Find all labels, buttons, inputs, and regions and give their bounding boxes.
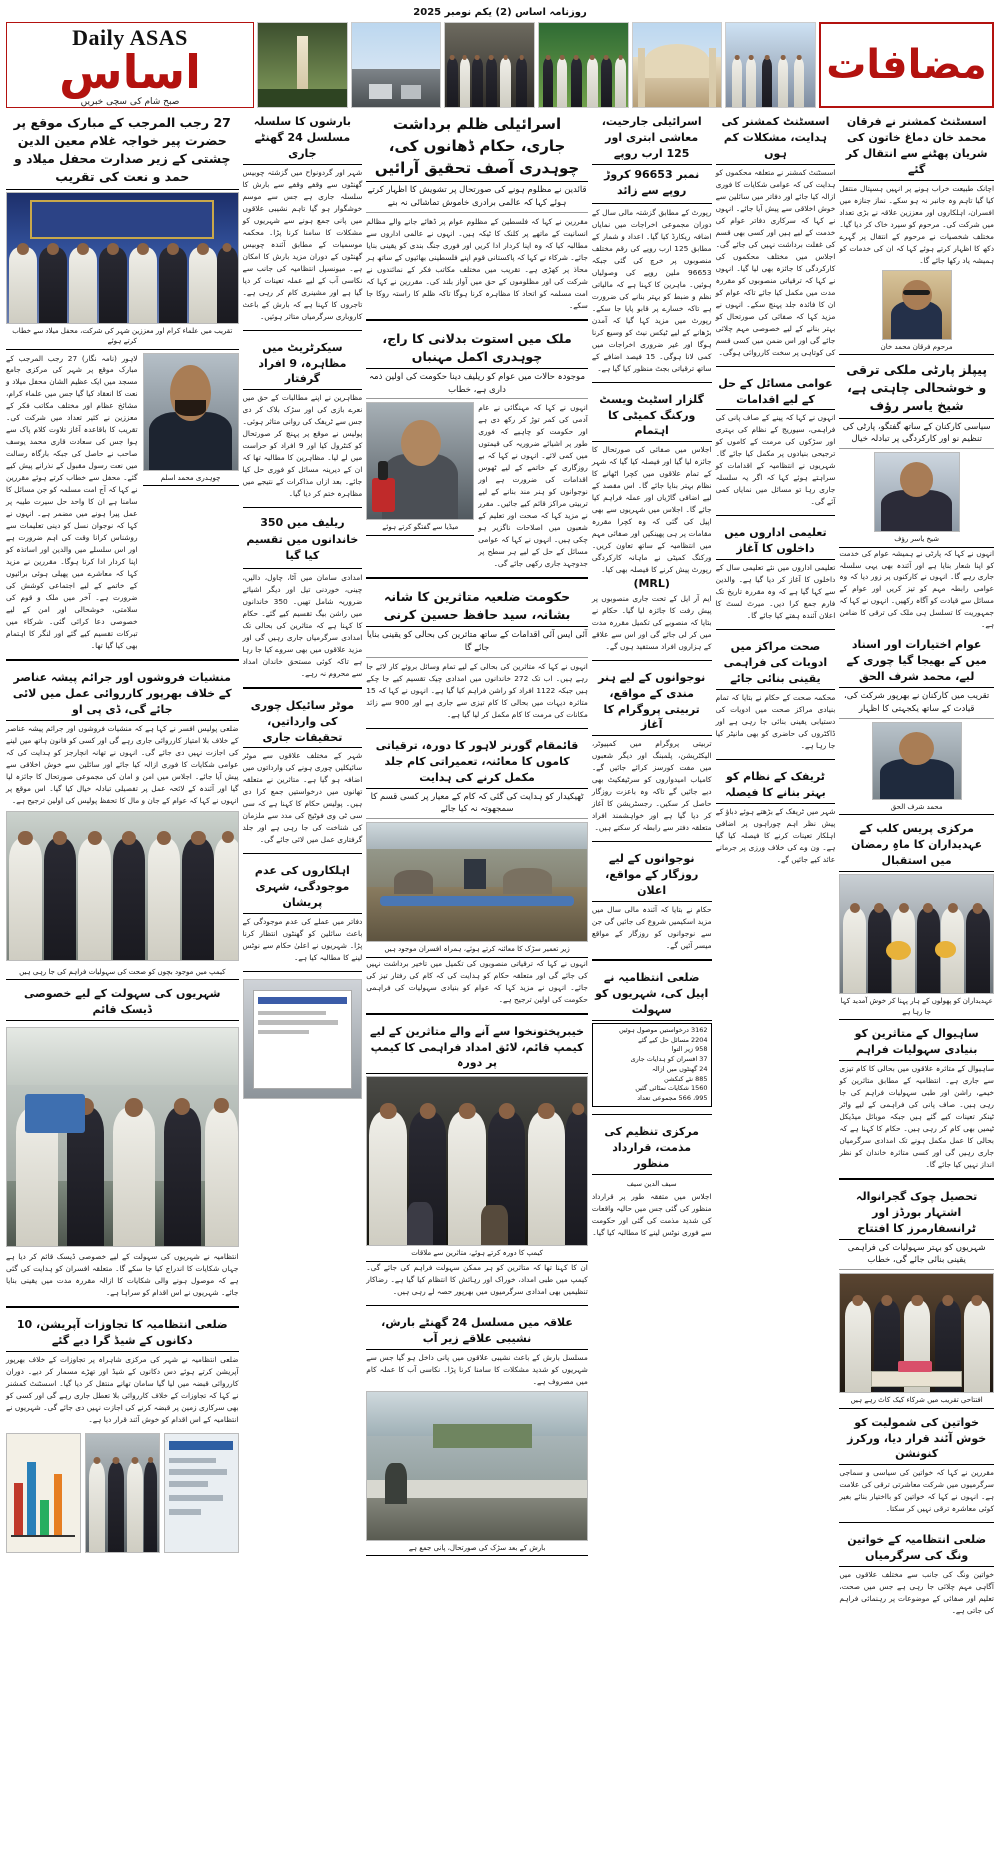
headline: تعلیمی اداروں میں داخلوں کا آغاز [716, 523, 836, 560]
article-body: رپورٹ کے مطابق گزشتہ مالی سال کے دوران مجموعی اخراجات میں نمایاں اضافہ ریکارڈ کیا گیا۔ اعداد و شمار کے مطابق 125 ارب روپے کی رقم مختلف منصوبوں پر خرچ کی گئی جبکہ 96653 ملین روپے کی وصولیاں ہوئیں۔ ماہرین کا کہنا ہے کہ مالیاتی نظم و ضبط کو بہتر بنانے کی ضرورت ہے تاکہ خسارے پر قابو پایا جا سکے۔ رپورٹ میں مزید کہا گیا کہ آمدن بڑھانے کے لیے ٹیکس نیٹ کو وسیع کرنا ہوگا اور غیر ضروری اخراجات میں کمی لانا ہوگی۔ 15 فیصد اضافے کے ساتھ ترقیاتی بجٹ منظور کیا گیا ہے۔ [591, 207, 712, 373]
headline: 27 رجب المرجب کے مبارک موقع پر حضرت پیر خواجہ غلام معین الدین چشتی کے زیر صدارت محفل میلاد و حمد و نعت کی تقریب [6, 112, 239, 190]
subheadline: آئی ایس آئی اقدامات کے ساتھ متاثرین کی بحالی کو یقینی بنایا جائے گا [366, 629, 588, 658]
photo-officials-visit [6, 811, 239, 961]
article-women-participation [839, 1413, 994, 1516]
photo-press-club-welcome [839, 874, 994, 994]
headline: خواتین کی شمولیت کو خوش آئند قرار دیا، ورکرز کنونشن [839, 1413, 994, 1466]
photo-minar [257, 22, 348, 108]
subheadline: سیاسی کارکنان کے ساتھ گفتگو، پارٹی کی تنظیم نو اور کارکردگی پر تبادلہ خیال [839, 421, 994, 450]
photo-caption: عہدیداران کو پھولوں کے ہار پہنا کر خوش آمدید کہا جا رہا ہے [839, 994, 994, 1020]
photo-mosque-building [632, 22, 723, 108]
photo-medical-camp [6, 1027, 239, 1247]
headline: پیپلز پارٹی ملکی ترقی و خوشحالی چاہتی ہے، شیخ یاسر رؤف [839, 359, 994, 418]
photo-document-screen [164, 1433, 239, 1553]
article-body: انہوں نے کہا کہ ترقیاتی منصوبوں کی تکمیل میں تاخیر برداشت نہیں کی جائے گی اور متعلقہ حکام کو ہدایت کی کہ کام کی رفتار تیز کی جائے۔ انہوں نے مزید کہا کہ عوام کو بنیادی سہولیات کی فراہمی حکومت کی اولین ترجیح ہے۔ [366, 958, 588, 1004]
article-body: شہر میں ٹریفک کے بڑھتے ہوئے دباؤ کے پیش نظر اہم چوراہوں پر اضافی اہلکار تعینات کرنے کا فیصلہ کیا گیا ہے۔ ون وے کی خلاف ورزی پر جرمانے عائد کیے جائیں گے۔ [715, 806, 836, 864]
masthead-urdu-title: اساس [59, 45, 201, 99]
photo-rain-road [366, 1391, 588, 1541]
page-body [6, 112, 994, 1847]
stat-item: 958 زیر التوا [671, 1045, 708, 1054]
article-body: انہوں نے کہا کہ مہنگائی نے عام آدمی کی کمر توڑ کر رکھ دی ہے اور حکومت کو چاہیے کہ فوری طور پر اشیائے ضروریہ کی قیمتوں میں کمی لائے۔ انہوں نے کہا کہ بے روزگاری کے خاتمے کے لیے ٹھوس اقدامات کی ضرورت ہے اور نوجوانوں کو ہنر مند بنانے کے لیے تربیتی مراکز قائم کیے جائیں۔ مقرر نے مزید کہا کہ صحت اور تعلیم کے شعبوں میں اصلاحات ناگزیر ہو چکی ہیں۔ انہوں نے کہا کہ عوامی مسائل کے حل کے لیے ہر سطح پر جدوجہد جاری رکھی جائے گی۔ [478, 403, 588, 569]
photo-rally-green [538, 22, 629, 108]
stat-item: 995، 566 مجموعی تعداد [637, 1094, 708, 1103]
article-health-centers [716, 637, 836, 752]
article-body: مقررین نے کہا کہ خواتین کی سیاسی و سماجی سرگرمیوں میں شرکت معاشرتی ترقی کی علامت ہے۔ انہوں نے کہا کہ خواتین کو بااختیار بنائے بغیر کوئی معاشرہ ترقی نہیں کر سکتا۔ [839, 1468, 994, 1514]
article-secretariat-protest [243, 338, 363, 501]
article-flood-victims [366, 586, 588, 721]
photo-misc-bottom [243, 979, 363, 1099]
headline: خیبرپختونخوا سے آنے والے متاثرین کے لیے کیمپ قائم، لائق امداد فراہمی کا کیمپ پر دورہ [366, 1022, 588, 1075]
headline: اسرائیلی جارحیت، معاشی ابتری اور 125 ارب روپے [592, 112, 712, 165]
column-lead [6, 112, 239, 1847]
stat-item: 1560 شکایات نمٹائی گئیں [635, 1084, 708, 1093]
mrl-label: (MRL) [633, 577, 670, 591]
photo-cake-cutting [839, 1273, 994, 1393]
headline: اسرائیلی ظلم برداشت جاری، حکام ڈھانوں کی، چوہدری آصف تحقیق آرائیں [366, 112, 588, 182]
article-women-wing [839, 1530, 994, 1617]
article-economy-figures [592, 112, 712, 375]
article-sahiwal-facilities [839, 1024, 994, 1171]
article-skills-training [592, 668, 712, 835]
section-title-text: مضافات [826, 42, 987, 88]
headline: ٹریفک کے نظام کو بہتر بنانے کا فیصلہ [716, 767, 836, 804]
column-d [592, 112, 712, 1847]
photo-city-road [351, 22, 442, 108]
headline: گلزار اسٹیٹ ویسٹ ورکنگ کمیٹی کا اہتمام [592, 390, 712, 443]
portrait-caption: چوہدری محمد اسلم [143, 471, 239, 487]
subheadline: شہریوں کو بہتر سہولیات کی فراہمی یقینی بنائی جائے گی، خطاب [839, 1242, 994, 1271]
article-gujranwala-inauguration [839, 1187, 994, 1409]
article-staff-absence [243, 861, 363, 964]
portrait-sharaf [872, 722, 962, 800]
headline: عوام اختیارات اور اسناد میں کے بھیجا گیا چوری کے لیے، محمد شرف الحق [839, 635, 994, 688]
photo-caption: افتتاحی تقریب میں شرکاء کیک کاٹ رہے ہیں [839, 1393, 994, 1409]
photo-camp-visit [366, 1076, 588, 1246]
article-body: اجلاس میں صفائی کی صورتحال کا جائزہ لیا گیا اور فیصلہ کیا گیا کہ شہر کے تمام علاقوں میں کچرا اٹھانے کا نظام بہتر بنایا جائے گا۔ اس مقصد کے لیے اضافی گاڑیاں اور عملہ فراہم کیا جائے گا۔ اجلاس میں شہریوں سے بھی اپیل کی گئی کہ وہ کچرا مقررہ مقامات پر ہی پھینکیں اور صفائی مہم میں انتظامیہ کے ساتھ تعاون کریں۔ ورکنگ کمیٹی نے ماہانہ کارکردگی رپورٹ پیش کرنے کا فیصلہ بھی کیا۔ [591, 445, 712, 575]
stat-item: 885 نئے کنکشن [664, 1074, 708, 1083]
article-body: اجلاس میں متفقہ طور پر قرارداد منظور کی گئی جس میں حالیہ واقعات کی شدید مذمت کی گئی اور حکومت سے فوری نوٹس لینے کا مطالبہ کیا گیا۔ [591, 1192, 712, 1238]
article-body: شہر کے مختلف علاقوں سے موٹر سائیکلیں چوری ہونے کی وارداتوں میں اضافہ ہو گیا ہے۔ متاثرین نے متعلقہ تھانوں میں درخواستیں جمع کرا دی ہیں۔ پولیس حکام کا کہنا ہے کہ سی سی ٹی وی فوٹیج کی مدد سے ملزمان کی شناخت کی جا رہی ہے اور جلد گرفتاری عمل میں لائی جائے گی۔ [242, 751, 363, 845]
article-body: محکمہ صحت کے حکام نے بتایا کہ تمام بنیادی مراکز صحت میں ادویات کی دستیابی یقینی بنائی جا رہی ہے اور ڈاکٹروں کی حاضری کو بھی مانیٹر کیا جا رہا ہے۔ [715, 692, 836, 750]
article-body: ضلعی پولیس افسر نے کہا ہے کہ منشیات فروشوں اور جرائم پیشہ عناصر کے خلاف بلا امتیاز کارروائی جاری رہے گی اور کسی کو قانون ہاتھ میں لینے کی اجازت نہیں دی جائے گی۔ انہوں نے تھانہ انچارجز کو ہدایت کی کہ عوامی شکایات کا فوری ازالہ کیا جائے اور سائلین سے خوش اخلاقی سے پیش آیا جائے۔ اجلاس میں امن و امان کی مجموعی صورتحال کا جائزہ لیا گیا اور آئندہ کے لائحہ عمل پر تفصیلی تبادلہ خیال کیا گیا۔ اس موقع پر انہوں نے کہا کہ عوام کے جان و مال کا تحفظ پولیس کی اولین ترجیح ہے۔ [6, 723, 239, 805]
article-encroachment-operation [6, 1315, 239, 1426]
portrait-ch-aslam [143, 353, 239, 471]
article-assistant-commissioner [839, 112, 994, 355]
masthead-tagline: صبح شام کی سچی خبریں [80, 97, 180, 107]
article-press-club [839, 819, 994, 1020]
stat-item: 2204 مسائل حل کیے گئے [638, 1035, 708, 1044]
photo-caption: تقریب میں علماء کرام اور معززین شہر کی شرکت، محفل میلاد سے خطاب کرتے ہوئے [6, 324, 239, 350]
headline: تحصیل چوک گجرانوالہ اشتہار بورڈز اور ٹرانسفارمرز کا افتتاح [839, 1187, 994, 1240]
photo-road-construction [366, 822, 588, 942]
masthead-photo-strip [257, 22, 816, 108]
column-e [716, 112, 836, 1847]
masthead [6, 22, 994, 108]
article-body: لاہور (نامہ نگار) 27 رجب المرجب کے مبارک موقع پر شہر کی مرکزی جامع مسجد میں ایک عظیم الشان محفل میلاد و نعت کا انعقاد کیا گیا جس میں علماء کرام، مشائخ عظام اور مختلف مکاتب فکر کے معززین نے کثیر تعداد میں شرکت کی۔ تقریب کا باقاعدہ آغاز تلاوت کلام پاک سے ہوا جس کی سعادت قاری محمد یوسف صاحب نے حاصل کی جبکہ بارگاہ رسالت میں نعت رسول مقبول کے نذرانے پیش کیے گئے۔ محفل سے خطاب کرتے ہوئے مقررین نے کہا کہ آج امت مسلمہ کو جن مسائل کا سامنا ہے ان کا واحد حل سیرت طیبہ پر عمل پیرا ہونے میں مضمر ہے۔ انہوں نے کہا کہ نوجوان نسل کو دینی تعلیمات سے روشناس کرانا وقت کی اہم ضرورت ہے اور اس سلسلے میں والدین اور اساتذہ کو اپنا کردار ادا کرنا ہوگا۔ مقررین نے مزید کہا کہ معاشرے میں پھیلی ہوئی برائیوں کے خاتمے کے لیے اجتماعی کوشش کی ضرورت ہے۔ آخر میں ملک و قوم کی سلامتی، خوشحالی اور امن کے لیے خصوصی دعا کرائی گئی۔ شرکاء میں تبرکات تقسیم کیے گئے اور لنگر کا اہتمام بھی کیا گیا تھا۔ [6, 353, 138, 651]
article-sharaf-ul-haq [839, 635, 994, 815]
article-body: دفاتر میں عملے کی عدم موجودگی کے باعث سائلین کو گھنٹوں انتظار کرنا پڑا۔ شہریوں نے اعلیٰ حکام سے نوٹس لینے کا مطالبہ کیا ہے۔ [242, 917, 363, 963]
article-body: اسسٹنٹ کمشنر نے متعلقہ محکموں کو ہدایت کی کہ عوامی شکایات کا فوری ازالہ کیا جائے اور دفاتر میں سائلین سے خوش اخلاقی سے پیش آیا جائے۔ انہوں نے کہا کہ سرکاری دفاتر عوام کی خدمت کے لیے ہیں اور کسی بھی قسم کی غفلت برداشت نہیں کی جائے گی۔ اجلاس میں مختلف محکموں کی کارکردگی کا جائزہ بھی لیا گیا۔ انہوں نے کہا کہ ترقیاتی منصوبوں کو مقررہ مدت میں مکمل کیا جائے تاکہ عوام کو ان کا فائدہ جلد پہنچ سکے۔ انہوں نے مزید کہا کہ صفائی کی صورتحال کو بہتر بنانے کے لیے خصوصی مہم چلائی جائے گی اور اس ضمن میں کسی قسم کی کوتاہی پر سخت کارروائی ہوگی۔ [715, 167, 836, 357]
headline: موٹر سائیکل چوری کی وارداتیں، تحقیقات جاری [243, 696, 363, 749]
subheadline: قائدین نے مظلوم ہونے کی صورتحال پر تشویش کا اظہار کرتے ہوئے کہا کہ عالمی برادری خاموش تماشائی نہ بنے [366, 184, 588, 213]
portrait-caption: محمد شرف الحق [839, 800, 994, 816]
photo-caption: کیمپ کا دورہ کرتے ہوئے، متاثرین سے ملاقات [366, 1246, 588, 1262]
headline: بارشوں کا سلسلہ مسلسل 24 گھنٹے جاری [243, 112, 363, 165]
headline: ساہیوال کے متاثرین کو بنیادی سہولیات فراہم [839, 1024, 994, 1061]
article-israel-aggression [366, 112, 588, 312]
article-admissions [716, 523, 836, 622]
article-traffic-system [716, 767, 836, 866]
headline: منشیات فروشوں اور جرائم پیشہ عناصر کے خلاف بھرپور کارروائی عمل میں لائی جائے گی، ڈی پی او [6, 668, 239, 721]
article-ac-directive [716, 112, 836, 359]
subheadline: موجودہ حالات میں عوام کو ریلیف دینا حکومت کی اولین ذمہ داری ہے، خطاب [366, 371, 588, 400]
article-body: ان کا کہنا تھا کہ متاثرین کو ہر ممکن سہولت فراہم کی جائے گی۔ کیمپ میں طبی امداد، خوراک اور رہائش کا انتظام کیا گیا ہے۔ رضاکار تنظیمیں بھی امدادی سرگرمیوں میں بھرپور حصہ لے رہی ہیں۔ [366, 1262, 588, 1296]
top-strip-text: روزنامہ اساس (2) یکم نومبر 2025 [413, 6, 587, 18]
headline: صحت مراکز میں ادویات کی فراہمی یقینی بنائی جائے [716, 637, 836, 690]
article-akmal-statement [366, 328, 588, 571]
headline: مرکزی پریس کلب کے عہدیداران کا ماہِ رمضان میں استقبال [839, 819, 994, 872]
subheadline: ٹھیکیدار کو ہدایت کی گئی کہ کام کے معیار پر کسی قسم کا سمجھوتہ نہ کیا جائے [366, 791, 588, 820]
photo-women-event [725, 22, 816, 108]
portrait-caption: شیخ یاسر رؤف [839, 532, 994, 548]
article-public-issues [716, 374, 836, 509]
column-b [243, 112, 363, 1847]
headline: ملک میں استوت بدلانی کا راج، چوہدری اکمل مہنباں [366, 328, 588, 369]
column-center [366, 112, 588, 1847]
article-body: مقررین نے کہا کہ فلسطین کے مظلوم عوام پر ڈھائے جانے والے مظالم انسانیت کے ماتھے پر کلنک کا ٹیکہ ہیں۔ انہوں نے عالمی اداروں سے مطالبہ کیا کہ وہ اپنا کردار ادا کریں اور فوری جنگ بندی کو یقینی بنایا جائے۔ شرکاء نے کہا کہ پاکستانی قوم اپنے فلسطینی بھائیوں کے ساتھ ہر محاذ پر کھڑی ہے۔ تقریب میں مختلف مکاتب فکر کے نمائندوں نے شرکت کی اور مظلوموں کے حق میں آواز بلند کی۔ مقررین نے کہا کہ امت مسلمہ کو اتحاد کا مظاہرہ کرنا ہوگا تاکہ ظلم کا راستہ روکا جا سکے۔ [366, 216, 588, 310]
article-body: تربیتی پروگرام میں کمپیوٹر، الیکٹریشن، پلمبنگ اور دیگر شعبوں میں مفت کورسز کرائے جائیں گے۔ کامیاب امیدواروں کو سرٹیفکیٹ بھی دیے جائیں گے تاکہ وہ باعزت روزگار حاصل کر سکیں۔ رجسٹریشن کا آغاز کر دیا گیا ہے اور خواہشمند افراد متعلقہ دفتر سے رابطہ کر سکتے ہیں۔ [591, 739, 712, 833]
photo-caption: بارش کے بعد سڑک کی صورتحال، پانی جمع ہے [366, 1541, 588, 1557]
article-body: اچانک طبیعت خراب ہونے پر انہیں ہسپتال منتقل کیا گیا تاہم وہ جانبر نہ ہو سکے۔ نماز جنازہ میں افسران، اہلکاروں اور معززین علاقہ نے بڑی تعداد میں شرکت کی۔ مرحوم کو سپرد خاک کر دیا گیا۔ مختلف شخصیات نے مرحوم کے انتقال پر گہرے دکھ کا اظہار کرتے ہوئے کہا کہ ان کی خدمات کو ہمیشہ یاد رکھا جائے گا۔ [839, 183, 994, 265]
headline: اہلکاروں کی عدم موجودگی، شہری پریشان [243, 861, 363, 914]
portrait-yasir-rauf [874, 452, 960, 532]
article-body: ساہیوال کے متاثرہ علاقوں میں بحالی کا کام تیزی سے جاری ہے۔ انتظامیہ کے مطابق متاثرین کو خیمے، راشن اور طبی سہولیات فراہم کی جا رہی ہیں۔ صاف پانی کی فراہمی کے لیے واٹر ٹینکر تعینات کیے گئے ہیں جبکہ موبائل میڈیکل ٹیمیں بھی کام کر رہی ہیں۔ حکام کا کہنا ہے کہ بحالی کا عمل مکمل ہونے تک امدادی سرگرمیاں جاری رہیں گی اور کسی متاثرہ خاندان کو نظر انداز نہیں کیا جائے گا۔ [839, 1063, 994, 1169]
headline: علاقہ میں مسلسل 24 گھنٹے بارش، نشیبی علاقے زیر آب [366, 1313, 588, 1350]
stat-item: 37 افسران کو ہدایات جاری [630, 1055, 708, 1064]
statistics-box [592, 1023, 712, 1107]
photo-caption: میڈیا سے گفتگو کرتے ہوئے [366, 520, 474, 536]
masthead-logo [6, 22, 254, 108]
article-body: انہوں نے کہا کہ پارٹی نے ہمیشہ عوام کی خدمت کو اپنا شعار بنایا ہے اور آئندہ بھی یہی سلسلہ جاری رہے گا۔ انہوں نے کارکنوں پر زور دیا کہ وہ عوامی رابطہ مہم کو تیز کریں اور عوام کے مسائل سے قیادت کو آگاہ رکھیں۔ انہوں نے کہا کہ جمہوریت کا تسلسل ہی ملک کی ترقی کا ضامن ہے۔ [839, 548, 994, 630]
headline: نوجوانوں کے لیے ہنر مندی کے مواقع، تربیتی پروگرام کا آغاز [592, 668, 712, 737]
article-dpo-statement [6, 668, 239, 807]
article-governor-visit [366, 736, 588, 1006]
headline: ضلعی انتظامیہ کے خواتین ونگ کی سرگرمیاں [839, 1530, 994, 1567]
headline: حکومت ضلعیہ متاثرین کا شانہ بشانہ، سید حافظ حسین کرنی [366, 586, 588, 627]
masthead-english-title: Daily ASAS [72, 25, 188, 50]
headline: مرکزی تنظیم کی مذمت، قرارداد منظور [592, 1122, 712, 1175]
headline-desk: شہریوں کی سہولت کے لیے خصوصی ڈیسک قائم [6, 984, 239, 1021]
article-body: تعلیمی اداروں میں نئے تعلیمی سال کے داخلوں کا آغاز کر دیا گیا ہے۔ والدین سے کہا گیا ہے کہ وہ مقررہ تاریخ تک فارم جمع کرا دیں۔ میرٹ لسٹ کا اعلان آئندہ ہفتے کیا جائے گا۔ [715, 563, 836, 621]
article-body: ضلعی انتظامیہ نے شہر کی مرکزی شاہراہ پر تجاوزات کے خلاف بھرپور آپریشن کرتے ہوئے دس دکانوں کے شیڈ اور تھڑے مسمار کر دیے۔ دوران کارروائی قبضہ میں لیا گیا سامان تھانے منتقل کر دیا گیا۔ اسسٹنٹ کمشنر نے کہا کہ تجاوزات کے خلاف کارروائی بلا تعطل جاری رہے گی اور کسی کو بھی سرکاری زمین پر قبضہ کرنے کی اجازت نہیں دی جائے گی۔ شہریوں نے انتظامیہ کے اس اقدام کو خوش آئند قرار دیا ہے۔ [6, 1355, 239, 1424]
article-body: انہوں نے کہا کہ متاثرین کی بحالی کے لیے تمام وسائل بروئے کار لائے جا رہے ہیں۔ اب تک 272 خاندانوں میں امدادی چیک تقسیم کیے جا چکے ہیں جبکہ 1122 افراد کو راشن فراہم کیا گیا ہے۔ انہوں نے کہا کہ 15 متاثرہ دیہات میں بحالی کا کام تیزی سے جاری ہے اور 900 سے زائد مکانات کی مرمت کا کام مکمل کر لیا گیا ہے۔ [366, 661, 588, 719]
portrait-caption: مرحوم فرقان محمد خان [839, 340, 994, 356]
photo-caption: زیر تعمیر سڑک کا معائنہ کرتے ہوئے، ہمراہ افسران موجود ہیں [366, 942, 588, 958]
stat-item: 24 گھنٹوں میں ازالہ [652, 1064, 708, 1073]
byline: سیف الدین سیف [626, 1179, 677, 1188]
article-body: خواتین ونگ کی جانب سے مختلف علاقوں میں آگاہی مہم چلائی جا رہی ہے جس میں صحت، تعلیم اور صفائی کے موضوعات پر رہنمائی فراہم کی جاتی ہے۔ [839, 1570, 994, 1616]
headline: عوامی مسائل کے حل کے لیے اقدامات [716, 374, 836, 411]
headline: نوجوانوں کے لیے روزگار کے مواقع، اعلان [592, 849, 712, 902]
article-milad-event [6, 112, 239, 652]
article-kp-camp [366, 1022, 588, 1298]
column-right [839, 112, 994, 1847]
article-citizen-facilitation [592, 968, 712, 1107]
stat-item: 3162 درخواستیں موصول ہوئیں [618, 1025, 708, 1034]
article-employment [592, 849, 712, 952]
photo-caption: کیمپ میں موجود بچوں کو صحت کی سہولیات فراہم کی جا رہی ہیں [6, 965, 239, 981]
article-body: مظاہرین نے اپنے مطالبات کے حق میں نعرے بازی کی اور سڑک بلاک کر دی جس سے ٹریفک کی روانی متاثر ہوئی۔ پولیس نے موقع پر پہنچ کر صورتحال کو کنٹرول کیا اور 9 افراد کو حراست میں لے لیا۔ مظاہرین کا مطالبہ تھا کہ ان کے دیرینہ مسائل کو فوری حل کیا جائے۔ بعد ازاں مذاکرات کے نتیجے میں مظاہرہ ختم کر دیا گیا۔ [242, 393, 363, 499]
article-body-desk: انتظامیہ نے شہریوں کی سہولت کے لیے خصوصی ڈیسک قائم کر دیا ہے جہاں شکایات کا اندراج کیا جا سکے گا۔ متعلقہ افسران کو ہدایت کی گئی ہے کہ موصول ہونے والی شکایات کا ازالہ مقررہ مدت میں یقینی بنایا جائے۔ شہریوں نے اس اقدام کو سراہا ہے۔ [6, 1252, 239, 1298]
headline: سیکرٹریٹ میں مظاہرہ، 9 افراد گرفتار [243, 338, 363, 391]
photo-street-crowd [444, 22, 535, 108]
portrait-farqan [882, 270, 952, 340]
figures-line: نمبر 96653 کروڑ روپے سے زائد [604, 167, 700, 198]
article-rain-24h [366, 1313, 588, 1556]
article-relief-distribution [243, 515, 363, 679]
photo-milad-gathering [6, 192, 239, 324]
page-top-strip [6, 4, 994, 20]
photo-group-small [85, 1433, 160, 1553]
headline: اسسٹنٹ کمشنر نے فرقان محمد خان دماغ خاتون کی شریان پھٹنے سے انتقال کر گئے [839, 112, 994, 181]
section-title-banner [819, 22, 994, 108]
article-body: انہوں نے کہا کہ پینے کے صاف پانی کی فراہمی، سیوریج کے نظام کی بہتری اور سڑکوں کی مرمت کے کاموں کو ترجیحی بنیادوں پر مکمل کیا جائے گا۔ شہریوں نے انتظامیہ کے اقدامات کو سراہتے ہوئے کہا کہ اگر یہ سلسلہ جاری رہا تو مسائل میں نمایاں کمی آئے گی۔ [715, 413, 836, 507]
article-body: حکام نے بتایا کہ آئندہ مالی سال میں مزید اسکیمیں شروع کی جائیں گی جن سے نوجوانوں کو روزگار کے مواقع میسر آئیں گے۔ [591, 905, 712, 951]
photo-interview [366, 402, 474, 520]
article-body-mrl: ایم آر ایل کے تحت جاری منصوبوں پر پیش رفت کا جائزہ لیا گیا۔ حکام نے بتایا کہ منصوبے کی تکمیل مقررہ مدت میں کر لی جائے گی اور اس سے علاقے کے ہزاروں افراد مستفید ہوں گے۔ [591, 593, 712, 651]
article-body: مسلسل بارش کے باعث نشیبی علاقوں میں پانی داخل ہو گیا جس سے شہریوں کو شدید مشکلات کا سامنا کرنا پڑا۔ نکاسی آب کا عملہ کام میں مصروف ہے۔ [366, 1352, 588, 1386]
article-body: امدادی سامان میں آٹا، چاول، دالیں، چینی، خوردنی تیل اور دیگر اشیائے ضروریہ شامل تھیں۔ 350 خاندانوں میں راشن بیگ تقسیم کیے گئے۔ حکام کا کہنا ہے کہ متاثرین کی بحالی تک امدادی سرگرمیاں جاری رہیں گی اور مزید علاقوں میں بھی سروے کیا جا رہا ہے تاکہ کوئی مستحق خاندان امداد سے محروم نہ رہے۔ [242, 572, 363, 678]
article-rain-continuous [243, 112, 363, 323]
headline: ضلعی انتظامیہ کا تجاوزات آپریشن، 10 دکانوں کے شیڈ گرا دیے گئے [6, 1315, 239, 1352]
headline: ضلعی انتظامیہ نے اپیل کی، شہریوں کو سہولت [592, 968, 712, 1021]
article-motorcycle-theft [243, 696, 363, 847]
article-body: شہر اور گردونواح میں گزشتہ چوبیس گھنٹوں سے وقفے وقفے سے بارش کا سلسلہ جاری ہے جس سے موسم خوشگوار ہو گیا تاہم نشیبی علاقوں میں پانی جمع ہونے سے شہریوں کو مشکلات کا سامنا کرنا پڑا۔ محکمہ موسمیات کے مطابق آئندہ چوبیس گھنٹوں کے دوران مزید بارش کا امکان ہے۔ میونسپل انتظامیہ کی جانب سے نکاسی آب کے لیے عملہ تعینات کر دیا گیا ہے اور مشینری کام کر رہی ہے۔ تاجروں کا کہنا ہے کہ بارش کے باعث کاروباری سرگرمیاں متاثر ہوئیں۔ [242, 167, 363, 321]
stat-line: ریلیف میں 350 خاندانوں میں تقسیم کیا گیا [246, 516, 359, 563]
headline: اسسٹنٹ کمشنر کی ہدایت، مشکلات کم ہوں [716, 112, 836, 165]
subheadline: تقریب میں کارکنان نے بھرپور شرکت کی، قیادت کے ساتھ یکجہتی کا اظہار [839, 690, 994, 719]
headline: قائمقام گورنر لاہور کا دورہ، ترقیاتی کاموں کا معائنہ، تعمیراتی کام جلد مکمل کرنے کی ہدایت [366, 736, 588, 789]
article-waste-committee [592, 390, 712, 653]
article-condemnation [592, 1122, 712, 1239]
photo-chart-screen [6, 1433, 81, 1553]
article-ppp-progress [839, 359, 994, 631]
